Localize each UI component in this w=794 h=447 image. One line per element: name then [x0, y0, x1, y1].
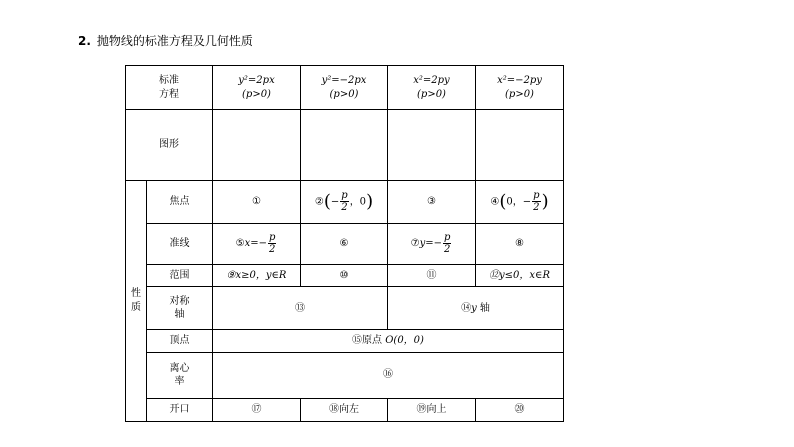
graph-row [126, 110, 564, 180]
vertex-row [126, 330, 564, 352]
section-number: 2. [78, 34, 91, 48]
opening-label: 开口 [147, 398, 213, 421]
range-cell-2: ⑩ [301, 265, 388, 287]
graph-label: 图形 [126, 110, 213, 180]
focus-cell-2: ②(− $\frac{p}{2}$ ，0) [301, 180, 388, 223]
focus-cell-4: ④(0，− $\frac{p}{2}$ ) [476, 180, 564, 223]
equation-cell-3: x²=2py (p>0) [388, 66, 476, 110]
properties-label: 性 质 [126, 180, 147, 421]
vertex-label: 顶点 [147, 330, 213, 352]
equation-label: 标准 方程 [126, 66, 213, 110]
directrix-row [126, 223, 564, 264]
directrix-cell-2: ⑥ [301, 223, 388, 264]
equation-cell-4: x²=−2py (p>0) [476, 66, 564, 110]
directrix-cell-4: ⑧ [476, 223, 564, 264]
vertex-cell: ⑮原点 O(0，0) [213, 330, 564, 352]
opening-row [126, 398, 564, 421]
graph-cell-2 [301, 110, 388, 180]
opening-cell-1: ⑰ [213, 398, 301, 421]
range-cell-1: ⑨x≥0，y∈R [213, 265, 301, 287]
symmetry-cell-right: ⑭y 轴 [388, 287, 564, 330]
range-row [126, 265, 564, 287]
directrix-cell-1: ⑤x=− $\frac{p}{2}$ [213, 223, 301, 264]
symmetry-cell-left: ⑬ [213, 287, 388, 330]
equation-row [126, 66, 564, 110]
parabola-properties-table [125, 65, 564, 422]
equation-cell-2: y²=−2px (p>0) [301, 66, 388, 110]
opening-cell-4: ⑳ [476, 398, 564, 421]
focus-cell-3: ③ [388, 180, 476, 223]
directrix-cell-3: ⑦y=− $\frac{p}{2}$ [388, 223, 476, 264]
focus-label: 焦点 [147, 180, 213, 223]
eccentricity-row [126, 352, 564, 398]
section-heading [78, 32, 253, 49]
opening-cell-3: ⑲向上 [388, 398, 476, 421]
graph-cell-4 [476, 110, 564, 180]
graph-cell-1 [213, 110, 301, 180]
focus-row [126, 180, 564, 223]
symmetry-label: 对称 轴 [147, 287, 213, 330]
symmetry-row [126, 287, 564, 330]
section-title: 抛物线的标准方程及几何性质 [96, 34, 253, 48]
range-cell-3: ⑪ [388, 265, 476, 287]
range-cell-4: ⑫y≤0，x∈R [476, 265, 564, 287]
directrix-label: 准线 [147, 223, 213, 264]
focus-cell-1: ① [213, 180, 301, 223]
equation-cell-1: y²=2px (p>0) [213, 66, 301, 110]
graph-cell-3 [388, 110, 476, 180]
range-label: 范围 [147, 265, 213, 287]
eccentricity-cell: ⑯ [213, 352, 564, 398]
opening-cell-2: ⑱向左 [301, 398, 388, 421]
eccentricity-label: 离心 率 [147, 352, 213, 398]
